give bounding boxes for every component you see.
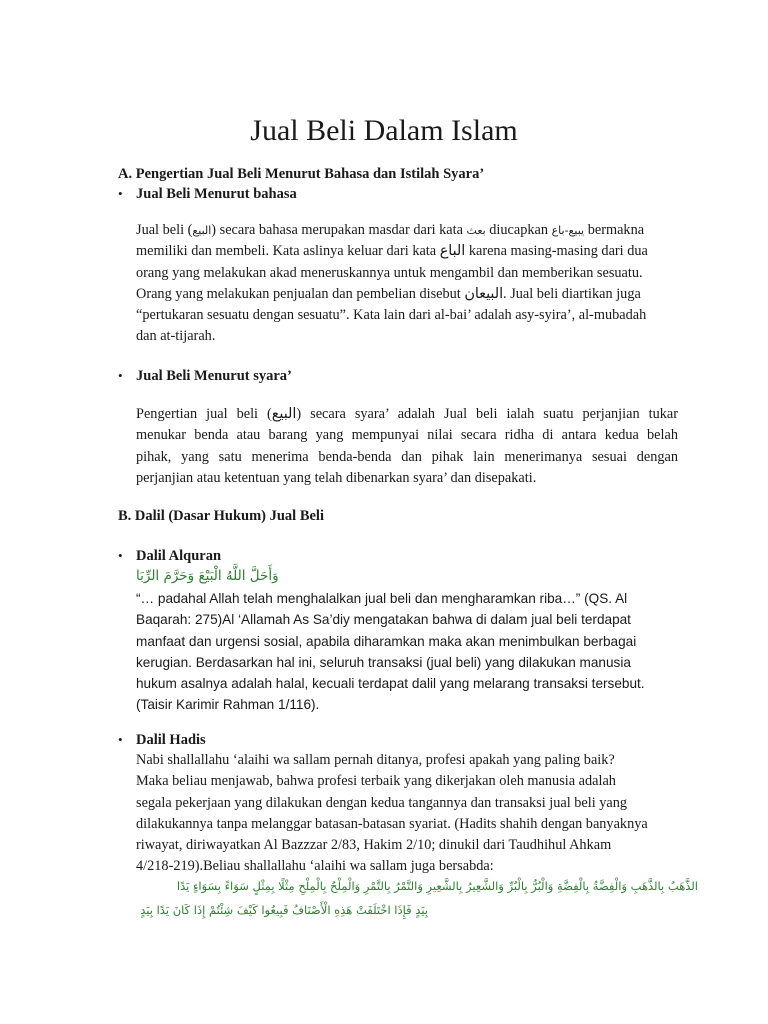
subheading-bahasa: Jual Beli Menurut bahasa (136, 186, 297, 202)
subheading-syara: Jual Beli Menurut syara’ (136, 368, 292, 384)
paragraph-hadis (136, 750, 676, 878)
paragraph-line: segala pekerjaan yang dilakukan dengan kedua tangannya dan transaksi jual beli yang (136, 794, 628, 811)
paragraph-line: orang yang melakukan akad meneruskannya untuk mengambil dan memberikan sesuatu. (136, 264, 643, 281)
paragraph-line: 4/218-219).Beliau shallallahu ‘alaihi wa sallam juga bersabda: (136, 858, 494, 875)
paragraph-bahasa (136, 220, 678, 348)
paragraph-line: kerugian. Berdasarkan hal ini, seluruh transaksi (jual beli) yang dilakukan manusia (136, 654, 631, 670)
paragraph-line: riwayat, diriwayatkan Al Bazzzar 2/83, Hakim 2/10; dinukil dari Taudhihul Ahkam (136, 837, 612, 854)
paragraph-line: Pengertian jual beli (البيع) secara syara’ adalah Jual beli ialah suatu perjanjian tukar (136, 406, 679, 422)
bullet-icon: • (118, 186, 123, 201)
bullet-icon: • (118, 368, 123, 383)
paragraph-line: Orang yang melakukan penjualan dan pembelian disebut البيعان. Jual beli diartikan juga (136, 285, 641, 302)
section-b-heading: B. Dalil (Dasar Hukum) Jual Beli (118, 508, 324, 524)
subheading-alquran: Dalil Alquran (136, 548, 222, 564)
paragraph-alquran (136, 588, 656, 716)
bullet-icon: • (118, 732, 123, 747)
paragraph-line: “pertukaran sesuatu dengan sesuatu”. Kata lain dari al-bai’ adalah asy-syira’, al-mubadah (136, 307, 647, 324)
paragraph-line: (Taisir Karimir Rahman 1/116). (136, 697, 320, 713)
paragraph-line: perjanjian atau ketentuan yang telah dibenarkan syara’ dan disepakati. (136, 469, 537, 486)
paragraph-line: pihak, yang satu menerima benda-benda dan pihak lain menerimanya sesuai dengan (136, 448, 678, 465)
hadith-arabic-line-1: الذَّهَبُ بِالذَّهَبِ وَالْفِضَّةُ بِالْفِضَّةِ وَالْبُرُّ بِالْبُرِّ وَالشَّعِيرُ بِالشَّعِيرِ وَالتَّمْرُ بِالتَّمْرِ وَالْمِلْحُ بِالْمِلْحِ مِثْلًا بِمِثْلٍ سَوَاءً بِسَوَاءٍ يَدًا (176, 879, 698, 893)
page-title: Jual Beli Dalam Islam (250, 114, 518, 147)
hadith-arabic-line-2: بِيَدٍ فَإِذَا اخْتَلَفَتْ هَذِهِ الْأَصْنَافُ فَبِيعُوا كَيْفَ شِئْتُمْ إِذَا كَانَ يَدًا بِيَدٍ (140, 903, 428, 917)
paragraph-syara (136, 404, 678, 489)
paragraph-line: Nabi shallallahu ‘alaihi wa sallam pernah ditanya, profesi apakah yang paling baik? (136, 752, 615, 768)
paragraph-line: dan at-tijarah. (136, 328, 216, 345)
quran-verse-arabic: وَأَحَلَّ اللَّهُ الْبَيْعَ وَحَرَّمَ الرِّبَا (136, 568, 279, 584)
paragraph-line: Maka beliau menjawab, bahwa profesi terbaik yang dikerjakan oleh manusia adalah (136, 773, 616, 790)
section-a-heading: A. Pengertian Jual Beli Menurut Bahasa dan Istilah Syara’ (118, 166, 485, 182)
paragraph-line: dilakukannya tanpa melanggar batasan-batasan syariat. (Hadits shahih dengan banyaknya (136, 815, 648, 832)
bullet-icon: • (118, 548, 123, 563)
paragraph-line: Jual beli (البيع) secara bahasa merupakan masdar dari kata بعث diucapkan يبيع-باع bermakna (136, 222, 645, 238)
paragraph-line: hukum asalnya adalah halal, kecuali terdapat dalil yang melarang transaksi tersebut. (136, 676, 645, 692)
paragraph-line: “… padahal Allah telah menghalalkan jual beli dan mengharamkan riba…” (QS. Al (136, 591, 628, 606)
paragraph-line: manfaat dan urgensi sosial, apabila diharamkan maka akan menimbulkan berbagai (136, 633, 637, 649)
paragraph-line: Baqarah: 275)Al ‘Allamah As Sa’diy mengatakan bahwa di dalam jual beli terdapat (136, 612, 631, 628)
paragraph-line: memiliki dan membeli. Kata aslinya keluar dari kata الباع karena masing-masing dari dua (136, 243, 648, 260)
subheading-hadis: Dalil Hadis (136, 732, 206, 748)
paragraph-line: menukar benda atau barang yang mempunyai nilai secara ridha di antara kedua belah (136, 427, 678, 444)
